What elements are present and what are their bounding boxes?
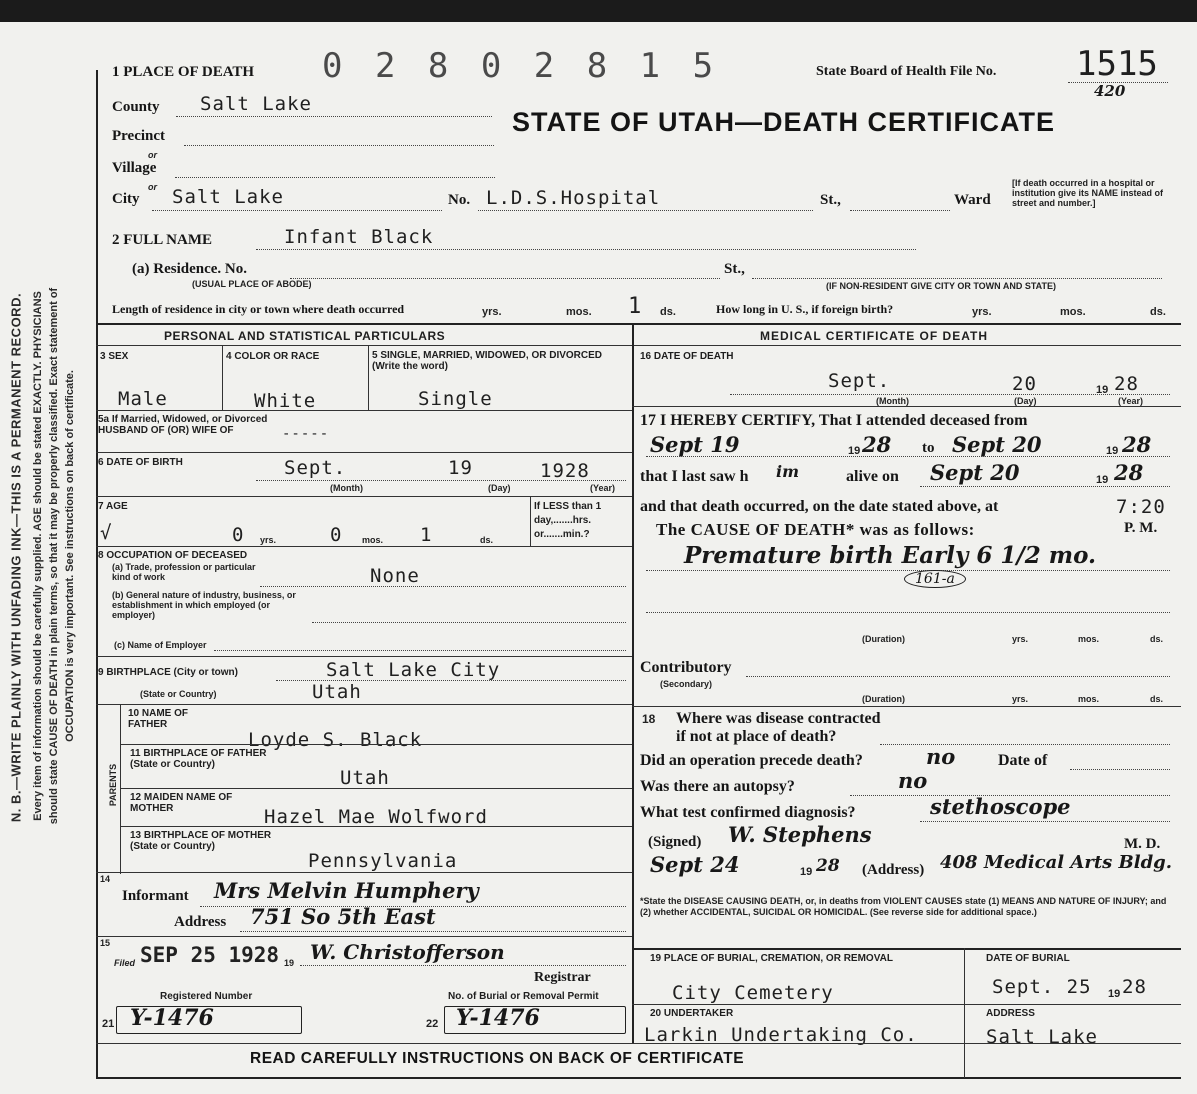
ward-note: [If death occurred in a hospital or institution give its NAME instead of street and number.] (1012, 178, 1164, 208)
physician-address-label: (Address) (862, 862, 925, 878)
precinct-label: Precinct (112, 128, 166, 144)
signed-label: (Signed) (648, 834, 702, 850)
side-notice-line-4: OCCUPATION is very important. See instructions on back of certificate. (64, 370, 76, 742)
burial-date-value: Sept. 25 (992, 976, 1092, 998)
autopsy-label: Was there an autopsy? (640, 778, 795, 795)
age-months: 0 (330, 524, 343, 546)
undertaker-value: Larkin Undertaking Co. (644, 1024, 918, 1046)
last-saw-year-prefix: 19 (1096, 474, 1109, 486)
duration-label-2: (Duration) (862, 694, 905, 704)
residence-sub: (USUAL PLACE OF ABODE) (192, 279, 312, 289)
personal-section-header: PERSONAL AND STATISTICAL PARTICULARS (164, 329, 446, 343)
date-of-death-label: 16 DATE OF DEATH (640, 351, 734, 362)
father-value: Loyde S. Black (248, 729, 423, 751)
undertaker-label: 20 UNDERTAKER (650, 1008, 734, 1019)
dob-day-sub: (Day) (488, 483, 511, 493)
last-saw-label: that I last saw h (640, 468, 749, 485)
duration-mos-1: mos. (1078, 634, 1100, 644)
registered-number-label: Registered Number (160, 991, 253, 1002)
item-15-number: 15 (100, 938, 111, 948)
contributory-label: Contributory (640, 659, 732, 676)
age-years: 0 (232, 524, 245, 546)
father-birthplace-value: Utah (340, 767, 390, 789)
death-occurred-label: and that death occurred, on the date stated above, at (640, 498, 999, 515)
stamp-number: 0 2 8 0 2 8 1 5 (322, 46, 720, 86)
spouse-value: ----- (282, 426, 330, 442)
attended-to: Sept 20 (952, 432, 1042, 457)
death-day-sub: (Day) (1014, 396, 1037, 406)
burial-place-label: 19 PLACE OF BURIAL, CREMATION, OR REMOVAL (650, 953, 893, 964)
item-14-number: 14 (100, 874, 111, 884)
cause-label: The CAUSE OF DEATH* was as follows: (656, 520, 975, 539)
item-22-number: 22 (426, 1018, 439, 1030)
father-label: 10 NAME OF FATHER (128, 708, 189, 730)
mother-birthplace-value: Pennsylvania (308, 850, 458, 872)
city-label: City (112, 191, 140, 207)
attended-to-year: 28 (1122, 432, 1152, 457)
burial-permit-label: No. of Burial or Removal Permit (448, 991, 599, 1002)
length-ds-label: ds. (660, 306, 676, 318)
frame-left (96, 70, 98, 1078)
occupation-a-label: (a) Trade, profession or particular kind of work (112, 562, 256, 582)
occupation-value: None (370, 565, 420, 587)
death-year: 28 (1114, 373, 1139, 395)
side-notice (0, 0, 95, 1094)
last-saw-pronoun: im (776, 462, 800, 481)
test-label: What test confirmed diagnosis? (640, 804, 856, 821)
filed-date-stamp: SEP 25 1928 (140, 943, 280, 967)
us-ds-label: ds. (1150, 306, 1166, 318)
or-text-2: or (148, 182, 157, 192)
death-month-sub: (Month) (876, 396, 909, 406)
ward-label: Ward (954, 192, 991, 208)
foreign-birth-label: How long in U. S., if foreign birth? (716, 302, 894, 316)
md-label: M. D. (1124, 836, 1161, 852)
residence-street-label: St., (724, 261, 745, 277)
operation-value: no (926, 744, 956, 769)
side-notice-line-1: N. B.—WRITE PLAINLY WITH UNFADING INK—THIS IS A PERMANENT RECORD. (8, 292, 24, 823)
parents-label: PARENTS (108, 763, 119, 807)
duration-yrs-2: yrs. (1012, 694, 1029, 704)
full-name-label: 2 FULL NAME (112, 232, 213, 248)
burial-date-label: DATE OF BURIAL (986, 953, 1070, 964)
employer-label: (c) Name of Employer (114, 640, 207, 650)
physician-address: 408 Medical Arts Bldg. (940, 852, 1173, 873)
registered-number-value: Y-1476 (130, 1005, 214, 1031)
or-text-1: or (148, 150, 157, 160)
marital-label: 5 SINGLE, MARRIED, WIDOWED, OR DIVORCED (Write the word) (372, 350, 603, 372)
county-label: County (112, 99, 160, 115)
cause-footnote: *State the DISEASE CAUSING DEATH, or, in deaths from VIOLENT CAUSES state (1) MEANS AND NATURE OF INJURY; and (2) whether ACCIDENTAL, SUICIDAL OR HOMICIDAL. (See reverse side for additional space.) (640, 896, 1167, 917)
dob-month-sub: (Month) (330, 483, 363, 493)
burial-place-value: City Cemetery (672, 982, 834, 1004)
dob-year-sub: (Year) (590, 483, 616, 493)
signed-year-prefix: 19 (800, 866, 813, 878)
duration-label-1: (Duration) (862, 634, 905, 644)
cause-of-death-value: Premature birth Early 6 1/2 mo. (684, 542, 1097, 569)
sex-value: Male (118, 388, 168, 410)
operation-label: Did an operation precede death? (640, 752, 863, 769)
burial-address-label: ADDRESS (986, 1008, 1035, 1019)
informant-address-value: 751 So 5th East (250, 904, 436, 929)
duration-mos-2: mos. (1078, 694, 1100, 704)
secondary-label: (Secondary) (660, 679, 713, 689)
test-value: stethoscope (930, 794, 1071, 819)
city-value: Salt Lake (172, 186, 284, 208)
age-mos-label: mos. (362, 535, 384, 545)
duration-ds-1: ds. (1150, 634, 1164, 644)
where-contracted-label: Where was disease contracted (676, 710, 881, 727)
death-day: 20 (1012, 373, 1037, 395)
physician-signature: W. Stephens (728, 822, 872, 847)
signed-year: 28 (816, 856, 840, 876)
registrar-label: Registrar (534, 970, 591, 985)
where-contracted-label-2: if not at place of death? (676, 728, 837, 745)
duration-ds-2: ds. (1150, 694, 1164, 704)
residence-label: (a) Residence. No. (132, 261, 247, 277)
occupation-label: 8 OCCUPATION OF DECEASED (98, 550, 248, 561)
sex-label: 3 SEX (100, 351, 129, 362)
frame-bottom (96, 1077, 1181, 1079)
alive-on-label: alive on (846, 468, 899, 485)
mother-birthplace-label: 13 BIRTHPLACE OF MOTHER (State or Country) (130, 830, 272, 852)
item-21-number: 21 (102, 1018, 115, 1030)
place-of-death-label: 1 PLACE OF DEATH (112, 64, 255, 80)
footer-instructions: READ CAREFULLY INSTRUCTIONS ON BACK OF CERTIFICATE (250, 1050, 745, 1067)
birthplace-state: Utah (312, 681, 362, 703)
last-saw-date: Sept 20 (930, 460, 1020, 485)
dob-label: 6 DATE OF BIRTH (98, 457, 183, 468)
duration-yrs-1: yrs. (1012, 634, 1029, 644)
hospital-value: L.D.S.Hospital (486, 187, 661, 209)
county-value: Salt Lake (200, 93, 312, 115)
burial-address-value: Salt Lake (986, 1026, 1098, 1048)
file-number: 1515 (1076, 44, 1158, 84)
pm-label: P. M. (1124, 520, 1158, 536)
side-notice-line-2: Every item of information should be carefully supplied. AGE should be stated EXACTLY. PHYSICIANS (32, 291, 44, 821)
burial-year-value: 28 (1122, 976, 1147, 998)
filed-year-prefix: 19 (284, 958, 295, 968)
father-birthplace-label: 11 BIRTHPLACE OF FATHER (State or Country) (130, 748, 267, 770)
file-no-label: State Board of Health File No. (816, 64, 997, 79)
signed-date: Sept 24 (650, 852, 740, 877)
nonresident-note: (IF NON-RESIDENT GIVE CITY OR TOWN AND STATE) (826, 281, 1057, 291)
mother-label: 12 MAIDEN NAME OF MOTHER (130, 792, 233, 814)
length-days-value: 1 (628, 294, 643, 319)
mother-value: Hazel Mae Wolfword (264, 806, 488, 828)
filed-label: Filed (114, 958, 136, 968)
burial-year-prefix: 19 (1108, 988, 1121, 1000)
full-name-value: Infant Black (284, 226, 434, 248)
scan-top-edge (0, 0, 1197, 22)
file-sub-number: 420 (1094, 82, 1126, 100)
street-label: St., (820, 192, 841, 208)
attended-to-year-prefix: 19 (1106, 445, 1119, 457)
us-yrs-label: yrs. (972, 306, 992, 318)
informant-value: Mrs Melvin Humphery (214, 878, 479, 903)
age-yrs-label: yrs. (260, 535, 277, 545)
us-mos-label: mos. (1060, 306, 1086, 318)
birthplace-label: 9 BIRTHPLACE (City or town) (98, 667, 238, 678)
age-label: 7 AGE (98, 501, 128, 512)
color-race-value: White (254, 390, 317, 412)
death-year-sub: (Year) (1118, 396, 1144, 406)
column-divider (632, 323, 634, 1043)
less-than-day-label: If LESS than 1 day,.......hrs. or.......min.? (534, 501, 602, 540)
certify-label: 17 I HEREBY CERTIFY, That I attended deceased from (640, 412, 1028, 429)
dob-month: Sept. (284, 457, 347, 479)
death-time: 7:20 (1116, 496, 1166, 518)
medical-section-header: MEDICAL CERTIFICATE OF DEATH (760, 329, 988, 343)
spouse-label: 5a If Married, Widowed, or Divorced HUSBAND OF (OR) WIFE OF (98, 414, 268, 436)
attended-to-label: to (922, 440, 935, 456)
age-ds-label: ds. (480, 535, 494, 545)
length-residence-label: Length of residence in city or town where death occurred (112, 302, 405, 316)
age-days: 1 (420, 524, 433, 546)
informant-address-label: Address (174, 914, 227, 930)
village-label: Village (112, 160, 157, 176)
burial-permit-value: Y-1476 (456, 1005, 540, 1031)
dob-day: 19 (448, 457, 473, 479)
item-18-number: 18 (642, 712, 656, 726)
age-check: √ (100, 522, 113, 544)
certificate-title: STATE OF UTAH—DEATH CERTIFICATE (512, 107, 1055, 137)
autopsy-value: no (898, 768, 928, 793)
attended-from-year: 28 (862, 432, 892, 457)
attended-from: Sept 19 (650, 432, 740, 457)
color-race-label: 4 COLOR OR RACE (226, 351, 320, 362)
occupation-b-label: (b) General nature of industry, business, or establishment in which employed (or employer) (112, 590, 296, 620)
dob-year: 1928 (540, 460, 590, 482)
no-label: No. (448, 192, 471, 208)
death-year-prefix: 19 (1096, 384, 1109, 396)
last-saw-year: 28 (1114, 460, 1144, 485)
birthplace-state-label: (State or Country) (140, 689, 217, 699)
length-mos-label: mos. (566, 306, 592, 318)
attended-from-year-prefix: 19 (848, 445, 861, 457)
marital-value: Single (418, 388, 493, 410)
date-of-label: Date of (998, 752, 1048, 769)
death-month: Sept. (828, 370, 891, 392)
informant-label: Informant (122, 888, 189, 904)
length-yrs-label: yrs. (482, 306, 502, 318)
cause-code-circle: 161-a (904, 570, 966, 588)
registrar-signature: W. Christofferson (310, 940, 505, 964)
birthplace-city: Salt Lake City (326, 659, 501, 681)
side-notice-line-3: should state CAUSE OF DEATH in plain terms, so that it may be properly classified. Exact statement of (48, 287, 60, 825)
